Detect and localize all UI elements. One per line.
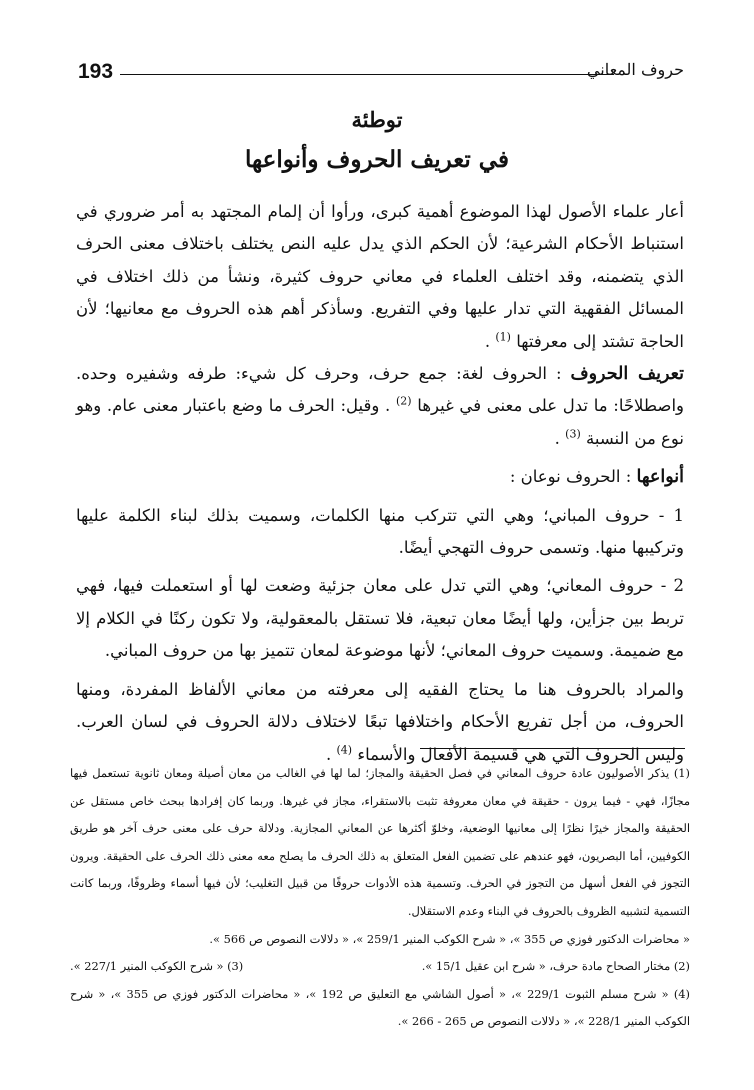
footnote-ref-1[interactable]: (1) [495, 330, 511, 344]
running-title: حروف المعاني [586, 60, 684, 79]
closing-paragraph: والمراد بالحروف هنا ما يحتاج الفقيه إلى معرفته من معاني الألفاظ المفردة، ومنها الحروف، من أجل تفريع الأحكام واختلافها تبعًا لاختلاف دلالة الحروف في لسان العرب. وليس الحروف التي هي قسيمة الأفعال والأسماء $^{(4)}$ . [76, 679, 684, 764]
types-paragraph: أنواعها : الحروف نوعان : [509, 467, 684, 488]
footnote-1: (1) يذكر الأصوليون عادة حروف المعاني في فصل الحقيقة والمجاز؛ لما لها في الغالب من معان أصيلة ومعان ثانوية تستعمل فيها مجازًا، فهي - فيما يرون - حقيقة في معان معروفة تثبت بالاستقراء، مجاز في غيرها. وربما كان إفرادها ببحث خاص مستقل عن الحقيقة والمجاز خيرًا نظرًا إلى معانيها الوضعية، وخلوّ أكثرها عن المعاني المجازية. ودلالة حرف على معنى حرف آخر هو طريق الكوفيين، أما البصريون، فهو عندهم على تضمين الفعل المتعلق به ذلك الحرف ما يصلح معه معنى ذلك الحرف على الحقيقة. ويرون التجوز في الفعل أسهل من التجوز في الحرف. وتسمية هذه الأدوات حروفًا من قبيل التغليب؛ لأن فيها أسماء وظروفًا، وربما كانت التسمية لتشبيه الظروف بالحروف في البناء وعدم الاستقلال. [70, 766, 690, 918]
section-title: توطئة [351, 107, 403, 132]
footnote-ref-4[interactable]: (4) [336, 743, 353, 756]
page-number: 193 [78, 60, 114, 83]
list-item-1: 1 - حروف المباني؛ وهي التي تتركب منها الكلمات، وسميت بذلك لبناء الكلمة عليها وتركيبها منها. وتسمى حروف التهجي أيضًا. [76, 505, 684, 558]
list-item-2: 2 - حروف المعاني؛ وهي التي تدل على معان جزئية وضعت لها أو استعملت فيها، فهي تربط بين جزأين، ولها أيضًا معان تبعية، فلا تستقل بالمعقولية، ولا تكون ركنًا في الكلام إلا مع ضميمة. وسميت حروف المعاني؛ لأنها موضوعة لمعان تتميز بها من حروف المباني. [76, 576, 684, 661]
footnote-ref-3[interactable]: (3) [565, 427, 581, 441]
types-label: أنواعها [636, 467, 684, 488]
footnote-3: (3) « شرح الكوكب المنير 227/1 ». [70, 959, 244, 974]
intro-paragraph: أعار علماء الأصول لهذا الموضوع أهمية كبرى، ورأوا أن إلمام المجتهد به أمر ضروري في استنباط الأحكام الشرعية؛ لأن الحكم الذي يدل عليه النص يختلف باختلاف معنى الحرف الذي يتضمنه، وقد اختلف العلماء في معاني حروف كثيرة، ونشأ من ذلك اختلاف في المسائل الفقهية التي تدار عليها وفي التفريع. وسأذكر أهم هذه الحروف مع معانيها؛ لأن الحاجة تشتد إلى معرفتها $^{(1)}$ . [76, 202, 684, 351]
section-subtitle: في تعريف الحروف وأنواعها [245, 146, 509, 173]
footnote-1-refs: « محاضرات الدكتور فوزي ص 355 »، « شرح الكوكب المنير 259/1 »، « دلالات النصوص ص 566 ». [209, 931, 690, 946]
footnote-rule [420, 748, 685, 749]
definition-paragraph: تعريف الحروف : الحروف لغة: جمع حرف، وحرف كل شيء: طرفه وشفيره وحده. واصطلاحًا: ما تدل على معنى في غيرها $^{(2)}$ . وقيل: الحرف ما وضع باعتبار معنى عام. وهو نوع من النسبة $^{(3)}$ . [76, 364, 684, 448]
footnote-4: (4) « شرح مسلم الثبوت 229/1 »، « أصول الشاشي مع التعليق ص 192 »، « محاضرات الدكتور فوزي ص 355 »، « شرح الكوكب المنير 228/1 »، « دلالات النصوص ص 265 - 266 ». [70, 986, 690, 1029]
footnotes [70, 760, 690, 1036]
page-header [78, 58, 684, 86]
footnote-row-2-3 [70, 953, 690, 981]
body-text [76, 196, 684, 771]
footnote-2: (2) مختار الصحاح مادة حرف، « شرح ابن عقيل 15/1 ». [421, 959, 690, 974]
definition-label: تعريف الحروف [570, 364, 684, 385]
header-rule [120, 74, 614, 75]
footnote-ref-2[interactable]: (2) [396, 394, 412, 408]
